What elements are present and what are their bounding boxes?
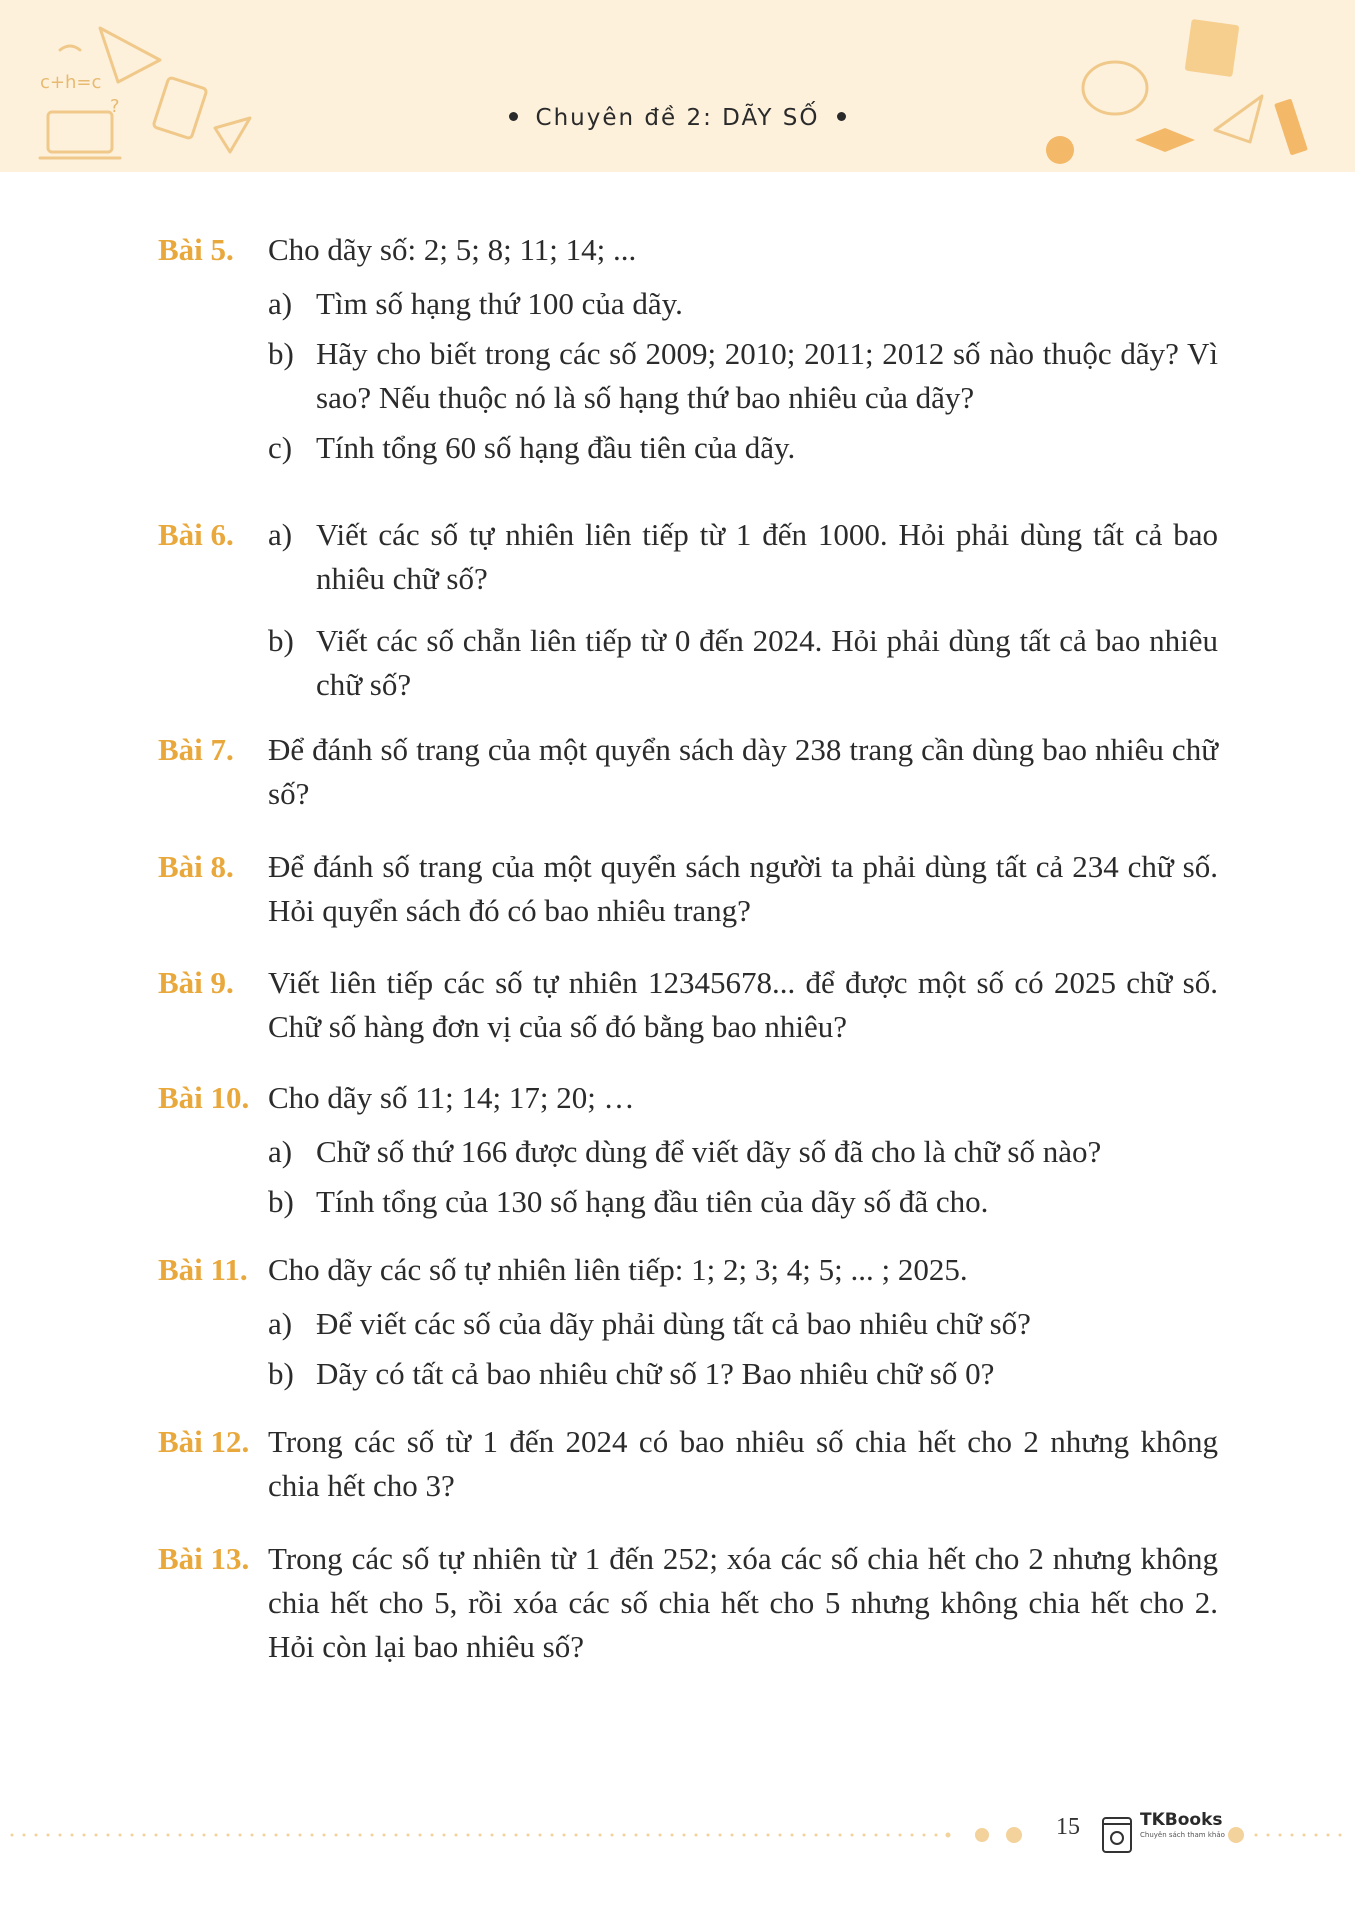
exercise-label: Bài 11. bbox=[158, 1252, 248, 1287]
exercise-text: Trong các số từ 1 đến 2024 có bao nhiêu số chia hết cho 2 nhưng không chia hết cho 3? bbox=[268, 1424, 1218, 1503]
sub-question: b) Viết các số chẵn liên tiếp từ 0 đến 2024. Hỏi phải dùng tất cả bao nhiêu chữ số? bbox=[268, 623, 1218, 702]
footer-dotted-line-icon bbox=[0, 1800, 1355, 1860]
exercise-6 bbox=[158, 513, 1218, 707]
exercise-text: Cho dãy số: 2; 5; 8; 11; 14; ... bbox=[268, 232, 637, 267]
exercise-label: Bài 13. bbox=[158, 1541, 250, 1576]
exercise-label: Bài 5. bbox=[158, 232, 234, 267]
sub-question: a) Để viết các số của dãy phải dùng tất cả bao nhiêu chữ số? bbox=[268, 1306, 1031, 1341]
sub-question: a) Chữ số thứ 166 được dùng để viết dãy số đã cho là chữ số nào? bbox=[268, 1134, 1102, 1169]
sub-question: b) Tính tổng của 130 số hạng đầu tiên của dãy số đã cho. bbox=[268, 1184, 989, 1219]
exercise-9 bbox=[158, 961, 1218, 1049]
sub-question: b) Hãy cho biết trong các số 2009; 2010; 2011; 2012 số nào thuộc dãy? Vì sao? Nếu thuộc nó là số hạng thứ bao nhiêu của dãy? bbox=[268, 336, 1218, 415]
exercise-7 bbox=[158, 728, 1218, 816]
brand-tagline: Chuyên sách tham khảo bbox=[1140, 1831, 1225, 1839]
exercise-text: Để đánh số trang của một quyển sách người ta phải dùng tất cả 234 chữ số. Hỏi quyển sách đó có bao nhiêu trang? bbox=[268, 849, 1218, 928]
sub-question: b) Dãy có tất cả bao nhiêu chữ số 1? Bao nhiêu chữ số 0? bbox=[268, 1356, 995, 1391]
exercise-12 bbox=[158, 1420, 1218, 1508]
sub-question: a) Viết các số tự nhiên liên tiếp từ 1 đến 1000. Hỏi phải dùng tất cả bao nhiêu chữ số? bbox=[268, 517, 1218, 596]
school-doodles-icon bbox=[0, 0, 1355, 172]
doodle-formula: c+h=c bbox=[40, 72, 102, 93]
bullet-dot-icon bbox=[837, 112, 846, 121]
exercise-10 bbox=[158, 1076, 1218, 1224]
exercise-label: Bài 7. bbox=[158, 732, 234, 767]
exercise-text: Viết liên tiếp các số tự nhiên 12345678... để được một số có 2025 chữ số. Chữ số hàng đơn vị của số đó bằng bao nhiêu? bbox=[268, 965, 1218, 1044]
exercise-label: Bài 9. bbox=[158, 965, 234, 1000]
chapter-title-text: Chuyên đề 2: DÃY SỐ bbox=[535, 105, 820, 131]
exercise-8 bbox=[158, 845, 1218, 933]
doodle-question: ? bbox=[110, 96, 120, 117]
chapter-title bbox=[0, 105, 1355, 131]
exercise-5 bbox=[158, 228, 1218, 470]
exercise-13 bbox=[158, 1537, 1218, 1669]
exercise-text: Cho dãy số 11; 14; 17; 20; … bbox=[268, 1080, 635, 1115]
exercise-text: Trong các số tự nhiên từ 1 đến 252; xóa các số chia hết cho 2 nhưng không chia hết cho 5, rồi xóa các số chia hết cho 5 nhưng không chia hết cho 2. Hỏi còn lại bao nhiêu số? bbox=[268, 1541, 1218, 1664]
exercise-label: Bài 10. bbox=[158, 1080, 250, 1115]
exercise-11 bbox=[158, 1248, 1218, 1396]
sub-question: a) Tìm số hạng thứ 100 của dãy. bbox=[268, 286, 683, 321]
brand-name: TKBooks bbox=[1140, 1810, 1223, 1830]
bullet-dot-icon bbox=[509, 112, 518, 121]
exercise-label: Bài 8. bbox=[158, 849, 234, 884]
exercise-text: Để đánh số trang của một quyển sách dày 238 trang cần dùng bao nhiêu chữ số? bbox=[268, 732, 1218, 811]
exercise-label: Bài 12. bbox=[158, 1424, 250, 1459]
tkbooks-logo-icon bbox=[1103, 1818, 1131, 1852]
exercise-label: Bài 6. bbox=[158, 517, 234, 552]
page-number: 15 bbox=[1056, 1814, 1080, 1840]
exercise-text: Cho dãy các số tự nhiên liên tiếp: 1; 2; 3; 4; 5; ... ; 2025. bbox=[268, 1252, 968, 1287]
sub-question: c) Tính tổng 60 số hạng đầu tiên của dãy. bbox=[268, 430, 796, 465]
page-header bbox=[0, 0, 1355, 172]
